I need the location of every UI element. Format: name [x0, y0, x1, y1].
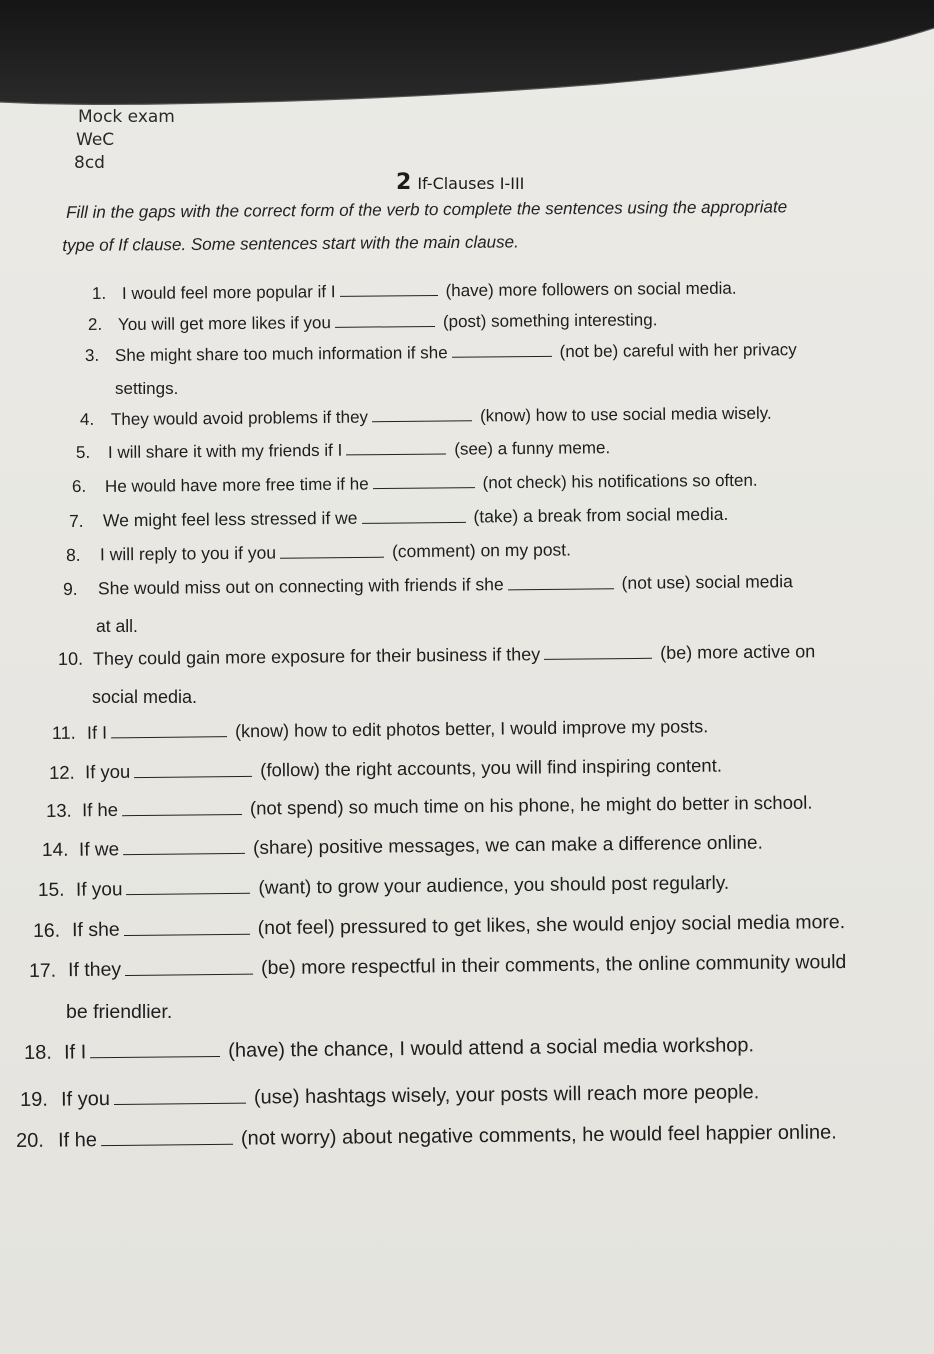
question-number: 3. — [84, 346, 100, 366]
question-text-after: (share) positive messages, we can make a difference online. — [253, 832, 763, 859]
question-text-after: (not be) careful with her privacy — [559, 340, 797, 362]
section-title — [396, 170, 524, 195]
header-block — [74, 106, 175, 175]
question-number: 5. — [75, 443, 91, 463]
question-text-before: If he — [57, 1129, 98, 1152]
answer-blank[interactable] — [339, 280, 437, 297]
instructions — [62, 190, 862, 262]
section-number: 2 — [396, 170, 412, 195]
question-text-before: They could gain more exposure for their business if they — [92, 644, 541, 669]
answer-blank[interactable] — [452, 341, 552, 358]
question-text-before: If you — [75, 879, 123, 901]
header-line-class: WeC — [76, 130, 115, 150]
question-text-after: (not feel) pressured to get likes, she would enjoy social media more. — [257, 911, 846, 940]
question-number: 17. — [28, 959, 57, 982]
answer-blank[interactable] — [508, 572, 614, 590]
question-number: 2. — [87, 315, 103, 335]
question-number: 13. — [45, 799, 72, 821]
answer-blank[interactable] — [373, 472, 475, 489]
question-text-after: (take) a break from social media. — [473, 503, 729, 527]
answer-blank[interactable] — [123, 836, 245, 855]
question-text-before: We might feel less stressed if we — [102, 507, 358, 531]
question-text-before: If she — [71, 918, 120, 942]
question-text-after: (follow) the right accounts, you will find inspiring content. — [260, 754, 723, 781]
answer-blank[interactable] — [280, 541, 384, 559]
question-text-before: I would feel more popular if I — [121, 282, 336, 304]
question-text-before: If you — [84, 760, 131, 783]
question-9-continuation: at all. — [96, 616, 138, 636]
question-text-before: She might share too much information if she — [114, 343, 448, 366]
question-number: 9. — [62, 578, 78, 599]
question-number: 8. — [65, 544, 81, 565]
question-text-before: You will get more likes if you — [117, 313, 331, 335]
answer-blank[interactable] — [101, 1126, 233, 1146]
answer-blank[interactable] — [125, 956, 253, 976]
answer-blank[interactable] — [361, 506, 465, 524]
question-number: 10. — [57, 648, 84, 670]
question-number: 4. — [79, 410, 95, 430]
question-text-after: (post) something interesting. — [442, 310, 658, 332]
question-number: 16. — [32, 919, 61, 942]
question-number: 20. — [15, 1129, 44, 1152]
section-heading: If-Clauses I-III — [417, 174, 525, 193]
question-number: 6. — [71, 477, 87, 497]
answer-blank[interactable] — [124, 916, 250, 936]
question-text-after: (have) more followers on social media. — [445, 278, 737, 301]
question-text-after: (know) how to edit photos better, I would improve my posts. — [234, 716, 709, 742]
question-3-continuation: settings. — [115, 379, 179, 398]
question-text-after: (comment) on my post. — [391, 539, 572, 562]
question-text-before: She would miss out on connecting with friends if she — [97, 574, 504, 599]
question-text-after: (see) a funny meme. — [454, 438, 611, 459]
question-text-after: (want) to grow your audience, you should post regularly. — [258, 872, 730, 899]
question-text-after: (have) the chance, I would attend a social media workshop. — [228, 1034, 755, 1062]
header-line-exam: Mock exam — [78, 107, 175, 127]
question-17-continuation: be friendlier. — [66, 1001, 173, 1023]
question-text-after: (not spend) so much time on his phone, he might do better in school. — [249, 791, 813, 819]
question-number: 7. — [68, 510, 84, 531]
question-number: 12. — [48, 761, 75, 783]
answer-blank[interactable] — [114, 1085, 246, 1105]
question-text-after: (use) hashtags wisely, your posts will reach more people. — [253, 1081, 760, 1109]
answer-blank[interactable] — [111, 720, 227, 738]
question-text-after: (not check) his notifications so often. — [482, 470, 758, 493]
answer-blank[interactable] — [122, 797, 242, 816]
question-number: 14. — [41, 839, 69, 862]
question-text-before: If they — [67, 958, 122, 982]
question-text-before: If he — [81, 798, 119, 821]
answer-blank[interactable] — [372, 405, 472, 422]
question-text-before: If you — [60, 1088, 111, 1111]
question-text-before: I will reply to you if you — [99, 542, 277, 565]
answer-blank[interactable] — [544, 642, 652, 660]
dark-laptop-edge — [0, 0, 934, 110]
answer-blank[interactable] — [346, 438, 446, 455]
question-text-after: (not use) social media — [621, 571, 793, 593]
question-text-before: If we — [78, 839, 120, 861]
question-text-before: I will share it with my friends if I — [107, 440, 343, 462]
answer-blank[interactable] — [126, 876, 250, 895]
question-text-before: They would avoid problems if they — [110, 407, 369, 429]
answer-blank[interactable] — [90, 1038, 220, 1058]
question-number: 18. — [23, 1041, 52, 1064]
answer-blank[interactable] — [335, 311, 435, 328]
question-number: 19. — [19, 1088, 48, 1111]
question-number: 15. — [37, 879, 65, 902]
question-text-before: If I — [63, 1041, 87, 1064]
question-text-after: (be) more respectful in their comments, the online community would — [260, 950, 847, 980]
question-number: 11. — [51, 722, 76, 744]
instructions-line-2: type of If clause. Some sentences start with the main clause. — [62, 232, 519, 255]
header-line-group: 8cd — [74, 153, 105, 173]
question-number: 1. — [91, 284, 107, 304]
question-text-after: (be) more active on — [660, 641, 816, 663]
instructions-line-1: Fill in the gaps with the correct form of the verb to complete the sentences using the appropriate — [66, 197, 788, 222]
question-text-after: (not worry) about negative comments, he would feel happier online. — [240, 1121, 837, 1150]
question-10-continuation: social media. — [92, 687, 198, 707]
question-text-before: If I — [86, 722, 108, 743]
question-text-after: (know) how to use social media wisely. — [479, 403, 772, 426]
question-text-before: He would have more free time if he — [104, 474, 369, 496]
answer-blank[interactable] — [134, 759, 252, 778]
